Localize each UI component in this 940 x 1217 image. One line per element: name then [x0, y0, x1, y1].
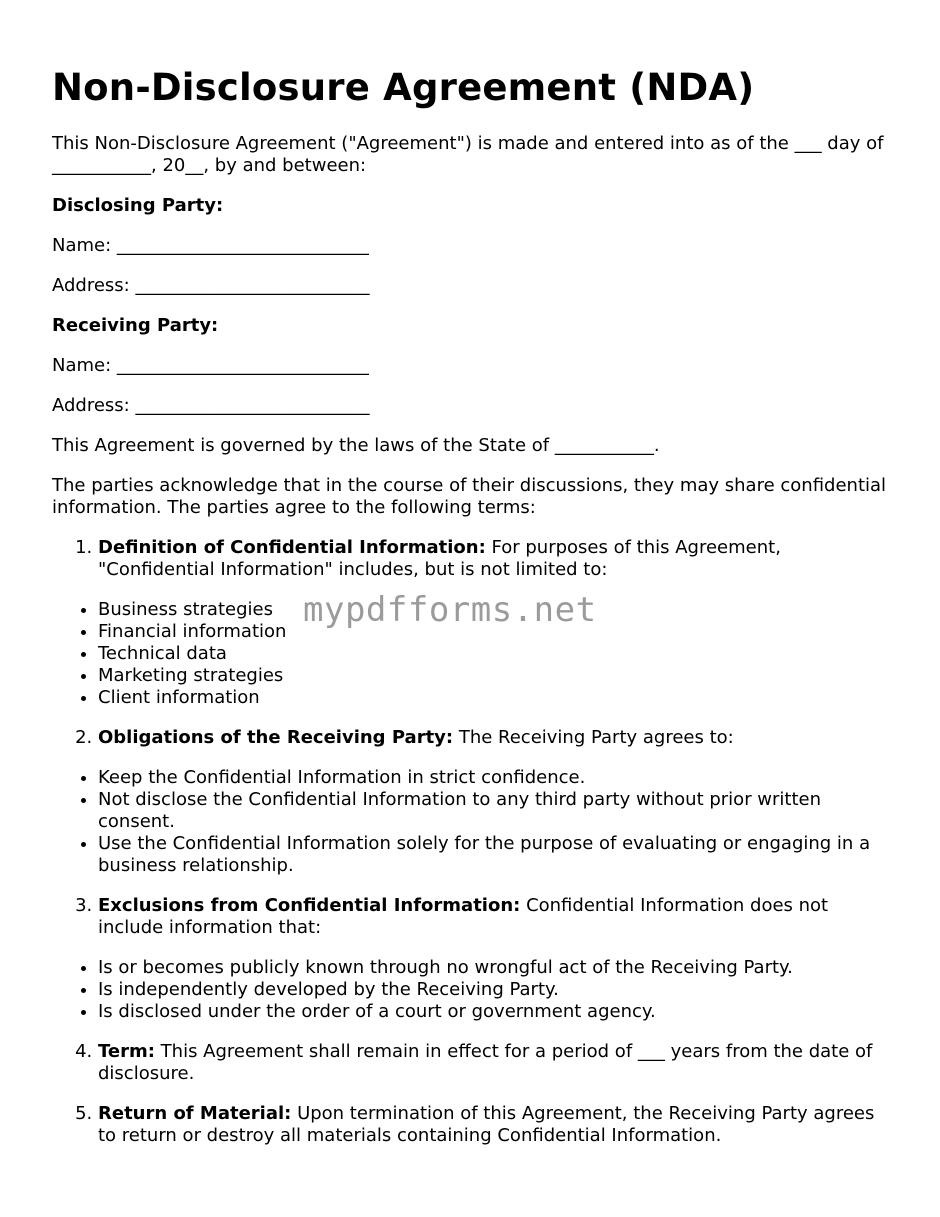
section-3-bullet-list: [52, 957, 892, 1023]
section-3-item: [98, 895, 892, 939]
receiving-party-name-line: Name: ____________________________: [52, 355, 369, 376]
section-1-heading: Definition of Confidential Information:: [98, 537, 486, 558]
governing-law-paragraph: This Agreement is governed by the laws of the State of ___________.: [52, 435, 660, 456]
section-3-heading: Exclusions from Confidential Information:: [98, 895, 521, 916]
section-4-text: This Agreement shall remain in effect for a period of ___ years from the date of disclosure.: [98, 1041, 873, 1084]
watermark-text: mypdfforms.net: [303, 590, 597, 630]
receiving-party-address-line: Address: __________________________: [52, 395, 370, 416]
section-5-text: Upon termination of this Agreement, the Receiving Party agrees to return or destroy all materials containing Confidential Information.: [98, 1103, 875, 1146]
section-1-item: [98, 537, 892, 581]
acknowledgement-paragraph: The parties acknowledge that in the course of their discussions, they may share confidential information. The parties agree to the following terms:: [52, 475, 887, 518]
document-title: Non-Disclosure Agreement (NDA): [52, 66, 755, 109]
list-item: • Use the Confidential Information solely for the purpose of evaluating or engaging in a business relationship.: [98, 833, 892, 877]
section-1: [52, 537, 892, 581]
list-item: • Is or becomes publicly known through no wrongful act of the Receiving Party.: [98, 957, 892, 979]
section-3-text: Confidential Information does not include information that:: [98, 895, 829, 938]
disclosing-party-name-line: Name: ____________________________: [52, 235, 369, 256]
section-2: [52, 727, 892, 749]
section-2-bullet-list: [52, 767, 892, 877]
list-item: • Not disclose the Confidential Information to any third party without prior written consent.: [98, 789, 892, 833]
list-item: • Financial information: [98, 621, 892, 643]
section-5: [52, 1103, 892, 1147]
disclosing-party-address-line: Address: __________________________: [52, 275, 370, 296]
list-item: • Technical data: [98, 643, 892, 665]
list-item: • Client information: [98, 687, 892, 709]
list-item: • Marketing strategies: [98, 665, 892, 687]
section-4: [52, 1041, 892, 1085]
list-item: • Business strategies: [98, 599, 892, 621]
list-item: • Keep the Confidential Information in strict confidence.: [98, 767, 892, 789]
section-3: [52, 895, 892, 939]
section-2-heading: Obligations of the Receiving Party:: [98, 727, 454, 748]
section-5-heading: Return of Material:: [98, 1103, 292, 1124]
receiving-party-heading: Receiving Party:: [52, 315, 219, 336]
section-1-text: For purposes of this Agreement, "Confidential Information" includes, but is not limited to:: [98, 537, 781, 580]
section-2-item: [98, 727, 892, 749]
section-4-item: [98, 1041, 892, 1085]
list-item: • Is disclosed under the order of a court or government agency.: [98, 1001, 892, 1023]
section-2-text: The Receiving Party agrees to:: [453, 727, 734, 748]
disclosing-party-heading: Disclosing Party:: [52, 195, 224, 216]
section-5-item: [98, 1103, 892, 1147]
intro-paragraph: This Non-Disclosure Agreement ("Agreement") is made and entered into as of the ___ day of ___________, 20__, by and between:: [52, 133, 884, 176]
list-item: • Is independently developed by the Receiving Party.: [98, 979, 892, 1001]
section-4-heading: Term:: [98, 1041, 155, 1062]
